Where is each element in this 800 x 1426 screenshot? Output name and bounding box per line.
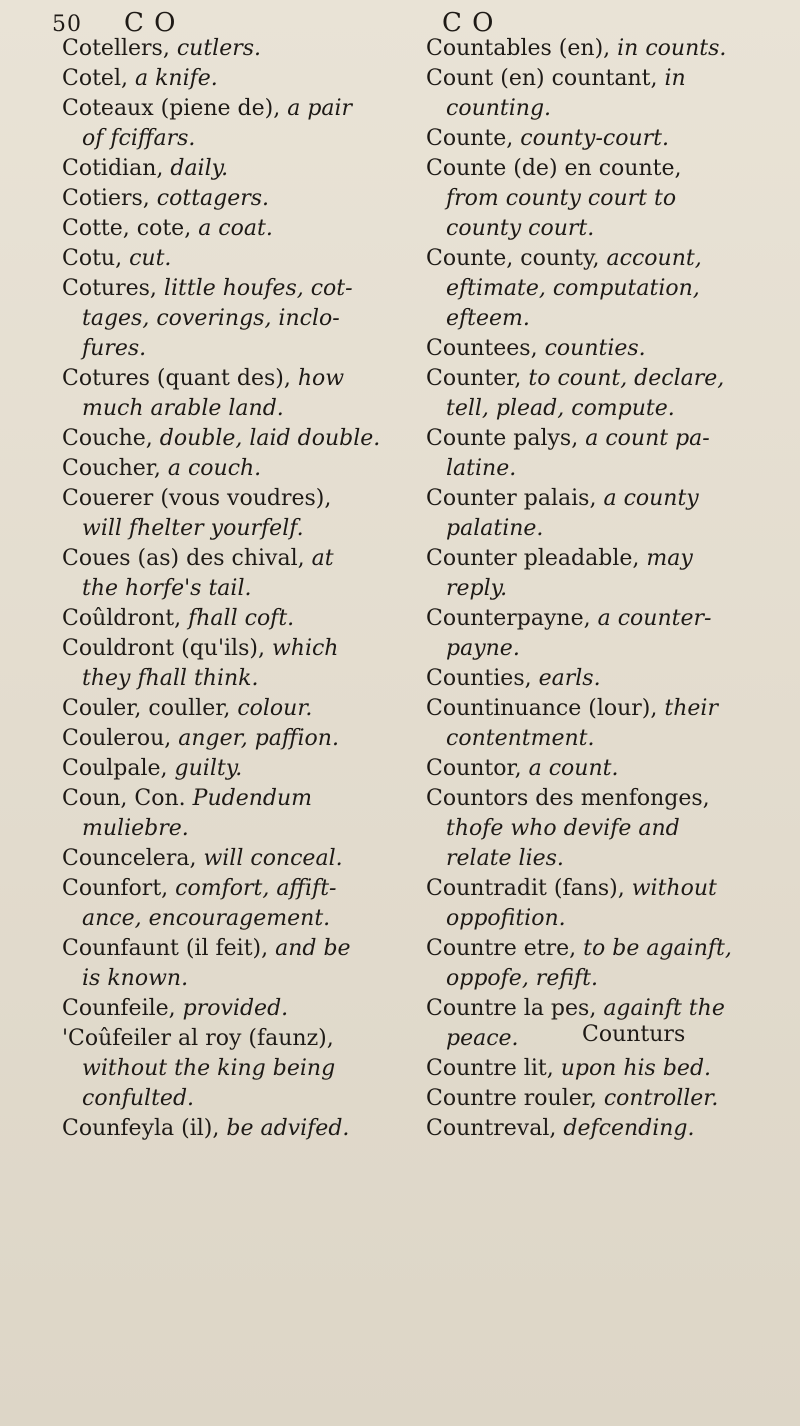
entry-term: Couerer (vous voudres), [62,486,332,511]
dictionary-entry [62,724,402,754]
entry-gloss: a count. [528,756,619,781]
entry-gloss: at [311,546,334,571]
dictionary-entry [62,634,402,664]
dictionary-entry [426,484,776,514]
entry-gloss: a count pa- [585,426,710,451]
dictionary-entry [426,64,776,94]
entry-continuation: much arable land. [82,396,284,421]
entry-continuation: tages, coverings, inclo- [82,306,340,331]
entry-gloss: colour. [237,696,313,721]
entry-term: 'Coûfeiler al roy (faunz), [62,1026,334,1051]
entry-term: Counter palais, [426,486,604,511]
entry-gloss: little houfes, cot- [163,276,353,301]
entry-term: Cotu, [62,246,130,271]
entry-term: Counte palys, [426,426,586,451]
dictionary-entry [62,784,402,814]
dictionary-entry [426,424,776,454]
entry-term: Cotte, cote, [62,216,199,241]
dictionary-entry [426,364,776,394]
entry-gloss: daily. [170,156,229,181]
entry-continuation: peace. [446,1026,519,1051]
entry-continuation: palatine. [446,516,544,541]
dictionary-entry [62,694,402,724]
entry-gloss: a couch. [167,456,262,481]
dictionary-entry [426,334,776,364]
catchword: Counturs [582,1022,686,1047]
entry-continuation: oppofition. [446,906,566,931]
entry-gloss: earls. [538,666,601,691]
entry-gloss: a county [603,486,699,511]
entry-term: Counfaunt (il feit), [62,936,276,961]
dictionary-entry [426,994,776,1024]
entry-continuation: tell, plead, compute. [446,396,675,421]
entry-continuation: latine. [446,456,517,481]
entry-continuation: muliebre. [82,816,189,841]
left-column [62,34,402,1144]
entry-gloss: fhall coft. [188,606,295,631]
entry-gloss: againft the [603,996,725,1021]
entry-term: Couler, couller, [62,696,238,721]
entry-term: Countees, [426,336,545,361]
entry-gloss: comfort, affift- [175,876,337,901]
entry-continuation: oppofe, refift. [446,966,598,991]
entry-term: Counfort, [62,876,176,901]
dictionary-entry [62,454,402,484]
dictionary-entry [426,544,776,574]
entry-term: Counter, [426,366,529,391]
entry-continuation: confulted. [82,1086,195,1111]
entry-continuation: county court. [446,216,595,241]
entry-term: Coulerou, [62,726,179,751]
entry-gloss: anger, paffion. [178,726,339,751]
entry-term: Cotellers, [62,36,177,61]
dictionary-entry [62,484,402,514]
entry-term: Counfeyla (il), [62,1116,227,1141]
entry-term: Countors des menfonges, [426,786,710,811]
entry-term: Counte, county, [426,246,607,271]
entry-term: Coues (as) des chival, [62,546,312,571]
entry-gloss: controller. [603,1086,719,1111]
entry-continuation: reply. [446,576,508,601]
entry-term: Cotures, [62,276,164,301]
dictionary-entry [426,934,776,964]
entry-term: Coûldront, [62,606,189,631]
entry-gloss: be advifed. [226,1116,350,1141]
entry-term: Councelera, [62,846,204,871]
entry-gloss: how [297,366,345,391]
entry-gloss: Pudendum [192,786,312,811]
entry-gloss: may [646,546,693,571]
dictionary-entry [62,214,402,244]
entry-continuation: fures. [82,336,147,361]
entry-term: Counterpayne, [426,606,598,631]
right-column [426,34,776,1144]
entry-term: Countradit (fans), [426,876,632,901]
entry-continuation: will fhelter yourfelf. [82,516,304,541]
entry-gloss: cottagers. [156,186,270,211]
entry-continuation: contentment. [446,726,595,751]
entry-term: Cotiers, [62,186,157,211]
entry-continuation: without the king being [82,1056,336,1081]
dictionary-entry [426,1054,776,1084]
entry-gloss: to be againft, [583,936,732,961]
entry-continuation: from county court to [446,186,677,211]
dictionary-entry [62,844,402,874]
dictionary-entry [426,784,776,814]
dictionary-entry [62,1114,402,1144]
dictionary-entry [426,34,776,64]
entry-term: Coteaux (piene de), [62,96,288,121]
entry-gloss: in [664,66,686,91]
dictionary-entry [62,184,402,214]
entry-gloss: will conceal. [203,846,343,871]
dictionary-entry [426,1084,776,1114]
entry-gloss: guilty. [174,756,243,781]
dictionary-entry [62,364,402,394]
dictionary-entry [426,604,776,634]
entry-gloss: without [631,876,717,901]
entry-term: Coun, Con. [62,786,193,811]
entry-gloss: a counter- [597,606,712,631]
entry-continuation: eftimate, computation, [446,276,700,301]
dictionary-entry [426,694,776,724]
dictionary-entry [62,424,402,454]
entry-continuation: they fhall think. [82,666,259,691]
entry-continuation: counting. [446,96,552,121]
dictionary-entry [426,244,776,274]
entry-continuation: payne. [446,636,520,661]
dictionary-entry [426,664,776,694]
entry-term: Countre lit, [426,1056,561,1081]
dictionary-entry [426,124,776,154]
entry-term: Countre etre, [426,936,584,961]
dictionary-entry [62,754,402,784]
entry-gloss: county-court. [520,126,669,151]
dictionary-entry [62,874,402,904]
entry-term: Countinuance (lour), [426,696,665,721]
entry-term: Couldront (qu'ils), [62,636,272,661]
entry-gloss: account, [606,246,702,271]
entry-term: Countor, [426,756,529,781]
entry-gloss: upon his bed. [560,1056,712,1081]
dictionary-entry [62,274,402,304]
entry-gloss: double, laid double. [159,426,381,451]
right-running-head: C O [442,8,495,38]
entry-continuation: ance, encouragement. [82,906,331,931]
entry-term: Countreval, [426,1116,564,1141]
dictionary-entry [426,1114,776,1144]
entry-term: Countre rouler, [426,1086,604,1111]
entry-term: Cotel, [62,66,135,91]
entry-term: Couche, [62,426,160,451]
entry-gloss: their [664,696,718,721]
entry-gloss: a coat. [198,216,273,241]
dictionary-entry [62,34,402,64]
entry-gloss: cutlers. [176,36,262,61]
dictionary-entry [62,64,402,94]
entry-gloss: which [271,636,339,661]
entry-term: Counte (de) en counte, [426,156,682,181]
entry-continuation: efteem. [446,306,530,331]
dictionary-entry [426,754,776,784]
dictionary-entry [62,544,402,574]
entry-continuation: thofe who devife and [446,816,680,841]
entry-gloss: a knife. [134,66,218,91]
entry-gloss: and be [275,936,351,961]
entry-gloss: counties. [544,336,646,361]
entry-continuation: is known. [82,966,189,991]
dictionary-entry [62,94,402,124]
dictionary-entry [426,154,776,184]
entry-gloss: defcending. [563,1116,695,1141]
entry-term: Count (en) countant, [426,66,665,91]
dictionary-entry [62,994,402,1024]
entry-term: Counter pleadable, [426,546,647,571]
entry-term: Coucher, [62,456,168,481]
entry-continuation: of fciffars. [82,126,196,151]
entry-term: Countables (en), [426,36,618,61]
entry-term: Counfeile, [62,996,183,1021]
entry-gloss: in counts. [617,36,727,61]
dictionary-entry [426,874,776,904]
entry-continuation: relate lies. [446,846,564,871]
entry-continuation: the horfe's tail. [82,576,252,601]
entry-term: Cotures (quant des), [62,366,298,391]
page-number: 50 [52,12,82,37]
entry-gloss: cut. [129,246,172,271]
left-running-head: C O [124,8,177,38]
entry-gloss: a pair [287,96,353,121]
dictionary-entry [62,1024,402,1054]
entry-term: Coulpale, [62,756,175,781]
entry-term: Counte, [426,126,521,151]
dictionary-entry [62,244,402,274]
entry-gloss: provided. [182,996,289,1021]
dictionary-entry [62,154,402,184]
entry-term: Counties, [426,666,539,691]
entry-term: Countre la pes, [426,996,604,1021]
dictionary-entry [62,934,402,964]
entry-term: Cotidian, [62,156,171,181]
dictionary-entry [62,604,402,634]
entry-gloss: to count, declare, [528,366,725,391]
